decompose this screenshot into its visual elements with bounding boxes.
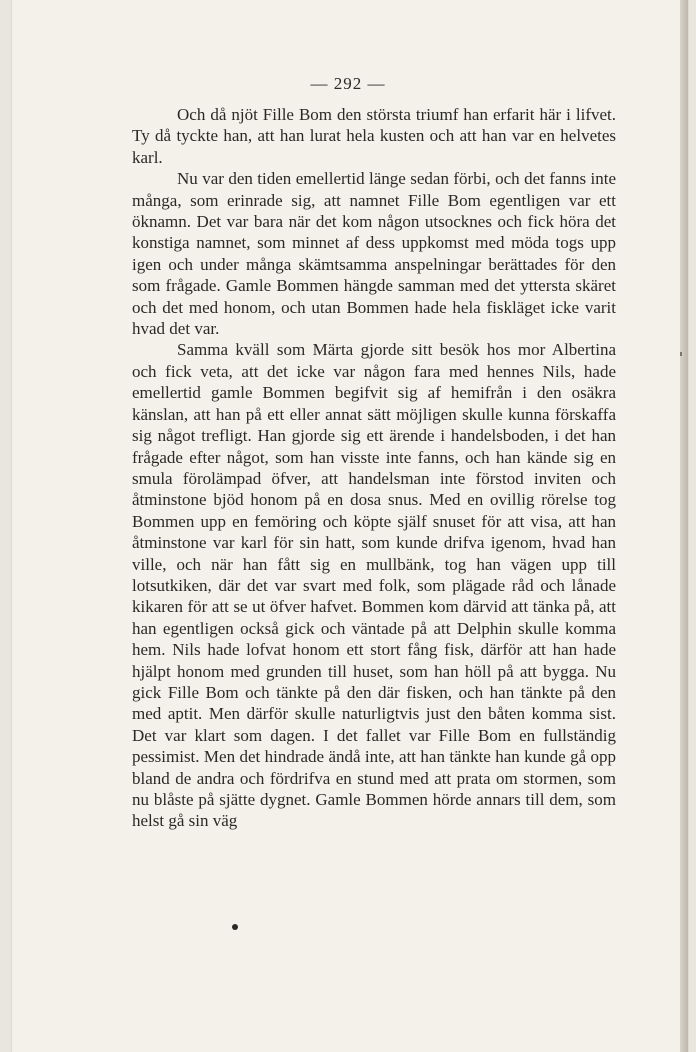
body-text	[132, 104, 616, 832]
page-spine-edge	[680, 0, 688, 1052]
paragraph-3: Samma kväll som Märta gjorde sitt besök hos mor Albertina och fick veta, att det icke var någon fara med hennes Nils, hade emellertid gamle Bommen begifvit sig af hemifrån i den osäkra känslan, att han på ett eller annat sätt möjligen skulle kunna förskaffa sig något trefligt. Han gjorde sig ett ärende i handelsboden, i det han frågade efter något, som han visste inte fanns, och han kände sig en smula förolämpad öfver, att handelsman inte förstod inviten och åtminstone bjöd honom på en dosa snus. Med en ovillig rörelse tog Bommen upp en femöring och köpte själf snuset för att visa, att han åtminstone var karl för sin hatt, som kunde drifva igenom, hvad han ville, och när han fått sig en mullbänk, tog han vägen upp till lotsutkiken, där det var svart med folk, som plägade råd och lånade kikaren för att se ut öfver hafvet. Bommen kom därvid att tänka på, att han egentligen också gick och väntade på att Delphin skulle komma hem. Nils hade lofvat honom ett stort fång fisk, därför att han hade hjälpt honom med grunden till huset, som han höll på att bygga. Nu gick Fille Bom och tänkte på den där fisken, och han tänkte på den med aptit. Men därför skulle naturligtvis just den båten komma sist. Det var klart som dagen. I det fallet var Fille Bom en fullständig pessimist. Men det hindrade ändå inte, att han tänkte han kunde gå opp bland de andra och fördrifva en stund med att prata om stormen, som nu blåste på sjätte dygnet. Gamle Bommen hörde annars till dem, som helst gå sin väg	[132, 340, 616, 831]
ink-speck	[232, 924, 238, 930]
margin-mark	[680, 352, 682, 356]
page-number-header: — 292 —	[310, 74, 386, 93]
paragraph-2: Nu var den tiden emellertid länge sedan förbi, och det fanns inte många, som erinrade sig, att namnet Fille Bom egentligen var ett öknamn. Det var bara när det kom någon utsocknes och fick höra det konstiga namnet, som minnet af dess uppkomst med möda togs upp igen och under många skämtsamma anspelningar berättades för den som frågade. Gamle Bommen hängde samman med det yttersta skäret och det med honom, och utan Bommen hade hela fiskläget icke varit hvad det var.	[132, 169, 616, 339]
paragraph-1: Och då njöt Fille Bom den största triumf han erfarit här i lifvet. Ty då tyckte han, att han lurat hela kusten och att han var en helvetes karl.	[132, 105, 616, 167]
